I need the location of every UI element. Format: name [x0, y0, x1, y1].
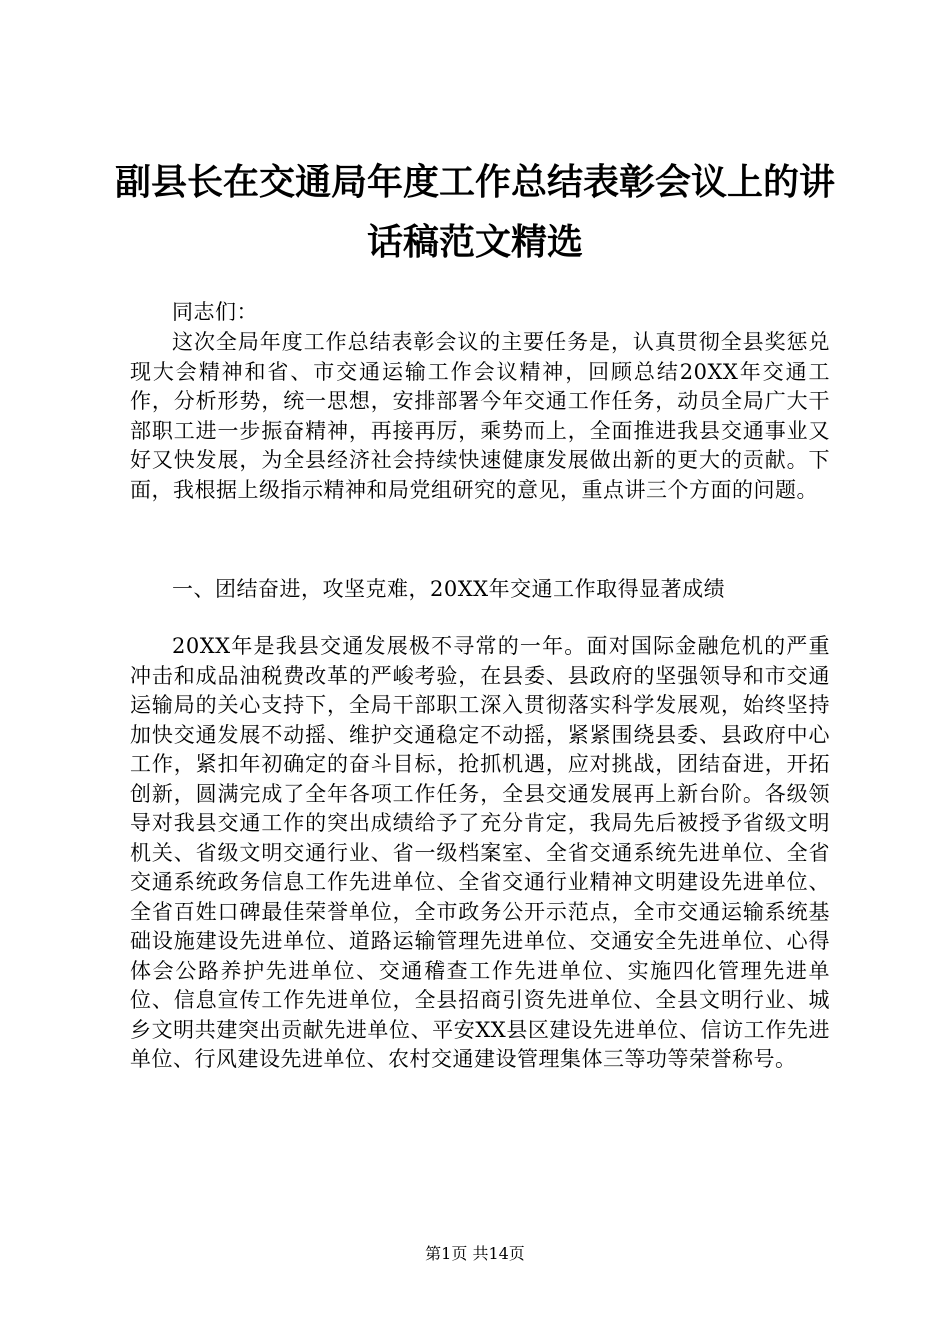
paragraph-achievements: 20XX年是我县交通发展极不寻常的一年。面对国际金融危机的严重冲击和成品油税费改革的严峻考验，在县委、县政府的坚强领导和市交通运输局的关心支持下，全局干部职工深入贯彻落实科学发展观，始终坚持加快交通发展不动摇、维护交通稳定不动摇，紧紧围绕县委、县政府中心工作，紧扣年初确定的奋斗目标，抢抓机遇，应对挑战，团结奋进，开拓创新，圆满完成了全年各项工作任务，全县交通发展再上新台阶。各级领导对我县交通工作的突出成绩给予了充分肯定，我局先后被授予省级文明机关、省级文明交通行业、省一级档案室、全省交通系统先进单位、全省交通系统政务信息工作先进单位、全省交通行业精神文明建设先进单位、全省百姓口碑最佳荣誉单位，全市政务公开示范点，全市交通运输系统基础设施建设先进单位、道路运输管理先进单位、交通安全先进单位、心得体会公路养护先进单位、交通稽查工作先进单位、实施四化管理先进单位、信息宣传工作先进单位，全县招商引资先进单位、全县文明行业、城乡文明共建突出贡献先进单位、平安XX县区建设先进单位、信访工作先进单位、行风建设先进单位、农村交通建设管理集体三等功等荣誉称号。 [130, 634, 830, 1071]
salutation: 同志们： [172, 300, 258, 324]
paragraph-intro: 这次全局年度工作总结表彰会议的主要任务是，认真贯彻全县奖惩兑现大会精神和省、市交通运输工作会议精神，回顾总结20XX年交通工作，分析形势，统一思想，安排部署今年交通工作任务，动员全局广大干部职工进一步振奋精神，再接再厉，乘势而上，全面推进我县交通事业又好又快发展，为全县经济社会持续快速健康发展做出新的更大的贡献。下面，我根据上级指示精神和局党组研究的意见，重点讲三个方面的问题。 [130, 330, 830, 502]
page-indicator: 第1页 共14页 [425, 1244, 525, 1263]
document-title-line1: 副县长在交通局年度工作总结表彰会议上的讲 [114, 162, 835, 203]
section-heading-1: 一、团结奋进，攻坚克难，20XX年交通工作取得显著成绩 [172, 577, 726, 601]
document-title-line2: 话稿范文精选 [366, 222, 583, 263]
